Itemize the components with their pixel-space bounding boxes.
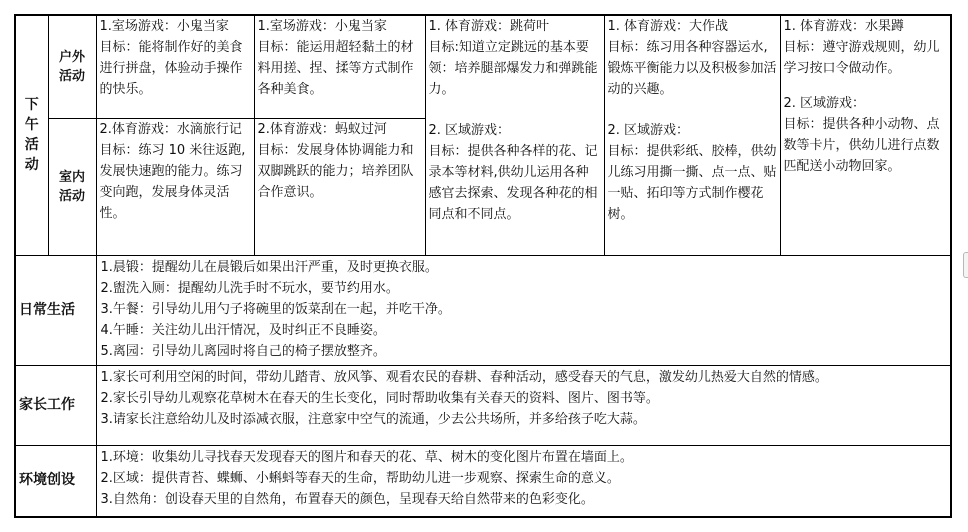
afternoon-label: 下午活动 — [24, 97, 39, 174]
day-2-outdoor-goal: 目标：能运用超轻黏土的材料用搓、捏、揉等方式制作各种美食。 — [257, 40, 414, 97]
parents-item: 2.家长引导幼儿观察花草树木在春天的生长变化，同时帮助收集有关春天的资料、图片、图书等。 — [100, 390, 659, 406]
day-2-indoor-title: 2.体育游戏：蚂蚁过河 — [257, 121, 387, 137]
day-1-indoor-goal: 目标：练习 10 米往返跑,发展快速跑的能力。练习变向跑，发展身体灵活性。 — [99, 142, 246, 221]
afternoon-outdoor-row — [15, 15, 951, 118]
daily-life-item: 3.午餐：引导幼儿用勺子将碗里的饭菜刮在一起，并吃干净。 — [100, 301, 451, 317]
day-4-cell — [604, 15, 780, 255]
environment-item: 1.环境：收集幼儿寻找春天发现春天的图片和春天的花、草、树木的变化图片布置在墙面上。 — [100, 449, 633, 465]
weekly-plan-table — [14, 14, 952, 518]
day-3-cell — [425, 15, 604, 255]
parents-label-cell — [15, 365, 96, 445]
environment-label-cell — [15, 445, 96, 517]
daily-life-item: 5.离园：引导幼儿离园时将自己的椅子摆放整齐。 — [100, 343, 386, 359]
parents-label: 家长工作 — [19, 396, 75, 413]
day-5-outdoor-goal: 目标：遵守游戏规则，幼儿学习按口令做动作。 — [783, 40, 940, 76]
day-5-indoor-title: 2. 区域游戏： — [783, 96, 866, 111]
parents-content — [96, 365, 951, 445]
day-2-outdoor-title: 1.室场游戏：小鬼当家 — [257, 19, 387, 34]
day-2-outdoor-cell — [254, 15, 425, 118]
daily-life-label-cell — [15, 255, 96, 365]
afternoon-label-cell — [15, 15, 48, 255]
indoor-label: 室内活动 — [58, 169, 85, 204]
day-5-outdoor-title: 1. 体育游戏：水果蹲 — [783, 19, 905, 34]
day-4-indoor-title: 2. 区域游戏： — [607, 123, 690, 138]
side-scroll-handle[interactable] — [963, 252, 968, 278]
indoor-label-cell — [48, 118, 96, 255]
parents-item: 3.请家长注意给幼儿及时添减衣服，注意家中空气的流通，少去公共场所，并多给孩子吃大蒜。 — [100, 411, 646, 427]
day-4-outdoor-goal: 目标：练习用各种容器运水,锻炼平衡能力以及积极参加活动的兴趣。 — [607, 40, 777, 97]
day-5-cell — [780, 15, 951, 255]
environment-item: 3.自然角：创设春天里的自然角，布置春天的颜色，呈现春天给自然带来的色彩变化。 — [100, 491, 594, 507]
day-1-outdoor-goal: 目标：能将制作好的美食进行拼盘，体验动手操作的快乐。 — [99, 40, 243, 97]
daily-life-item: 4.午睡：关注幼儿出汗情况，及时纠正不良睡姿。 — [100, 322, 386, 338]
day-4-indoor-goal: 目标：提供彩纸、胶棒，供幼儿练习用撕一撕、点一点、贴一贴、拓印等方式制作樱花树。 — [607, 144, 777, 222]
day-1-outdoor-title: 1.室场游戏：小鬼当家 — [99, 19, 229, 34]
day-1-outdoor-cell — [96, 15, 254, 118]
day-5-indoor-goal: 目标：提供各种小动物、点数等卡片，供幼儿进行点数匹配送小动物回家。 — [783, 117, 940, 174]
parents-row — [15, 365, 951, 445]
daily-life-item: 1.晨锻：提醒幼儿在晨锻后如果出汗严重，及时更换衣服。 — [100, 259, 438, 275]
day-1-indoor-cell — [96, 118, 254, 255]
day-2-indoor-goal: 目标：发展身体协调能力和双脚跳跃的能力；培养团队合作意识。 — [257, 142, 414, 200]
daily-life-row — [15, 255, 951, 365]
environment-label: 环境创设 — [19, 472, 75, 489]
day-2-indoor-cell — [254, 118, 425, 255]
environment-content — [96, 445, 951, 517]
outdoor-label-cell — [48, 15, 96, 118]
day-4-outdoor-title: 1. 体育游戏：大作战 — [607, 19, 729, 34]
day-3-indoor-title: 2. 区域游戏： — [428, 123, 511, 138]
environment-item: 2.区域：提供青苔、蝶蛳、小蝌蚪等春天的生命，帮助幼儿进一步观察、探索生命的意义。 — [100, 470, 620, 486]
day-3-outdoor-title: 1. 体育游戏：跳荷叶 — [428, 19, 550, 34]
day-1-indoor-title: 2.体育游戏：水滴旅行记 — [99, 121, 242, 137]
daily-life-item: 2.盥洗入厕：提醒幼儿洗手时不玩水，要节约用水。 — [100, 280, 399, 296]
daily-life-content — [96, 255, 951, 365]
parents-item: 1.家长可利用空闲的时间，带幼儿踏青、放风筝、观看农民的春耕、春种活动，感受春天的气息，激发幼儿热爱大自然的情感。 — [100, 369, 828, 385]
day-3-outdoor-goal: 目标:知道立定跳远的基本要领：培养腿部爆发力和弹跳能力。 — [428, 40, 598, 97]
daily-life-label: 日常生活 — [19, 301, 75, 318]
outdoor-label: 户外活动 — [58, 49, 85, 84]
day-3-indoor-goal: 目标：提供各种各样的花、记录本等材料,供幼儿运用各种感官去探索、发现各种花的相同点和不同点。 — [428, 144, 598, 222]
environment-row — [15, 445, 951, 517]
